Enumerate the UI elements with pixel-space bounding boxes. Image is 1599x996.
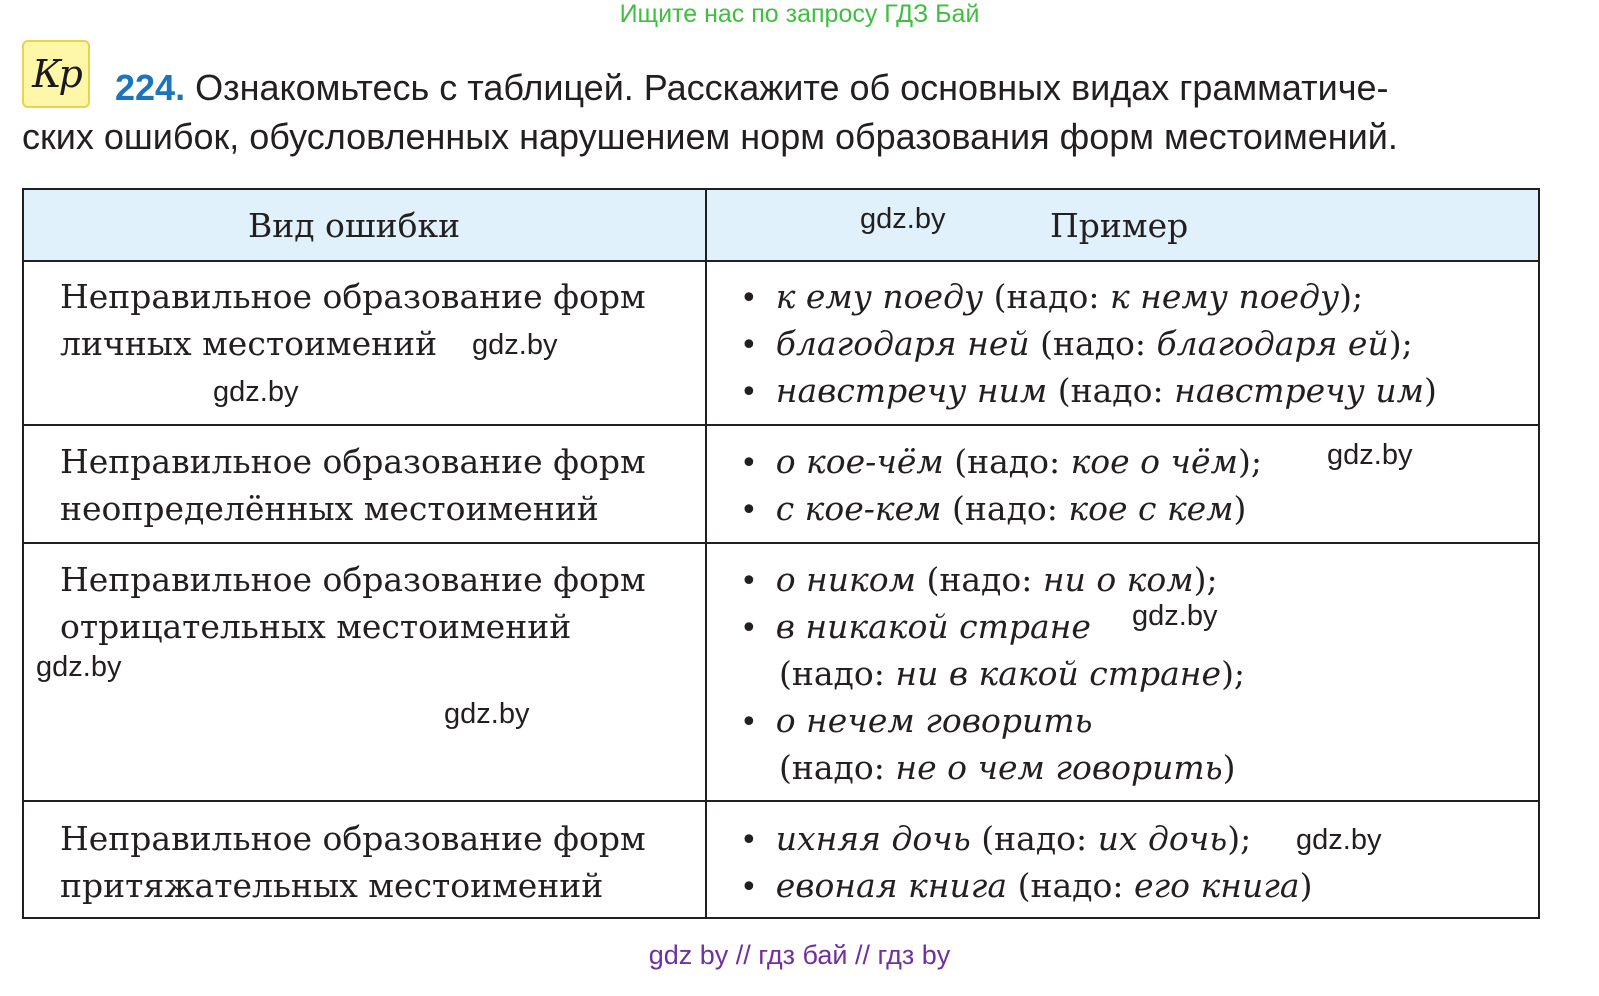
example-item: • евоная книга (надо: его книга): [740, 866, 1313, 905]
row-4-type-line-1: Неправильное образование форм: [60, 819, 646, 858]
header-error-type: Вид ошибки: [248, 206, 461, 245]
header-example: Пример: [1050, 206, 1189, 245]
example-item: • навстречу ним (надо: навстречу им): [740, 371, 1437, 410]
example-item: • благодаря ней (надо: благодаря ей);: [740, 324, 1413, 363]
task-text-line-1: Ознакомьтесь с таблицей. Расскажите об основных видах грамматиче-: [195, 67, 1389, 108]
row-divider: [22, 260, 1540, 262]
watermark: gdz.by: [213, 376, 299, 408]
example-item: • ихняя дочь (надо: их дочь);: [740, 819, 1252, 858]
row-1-type-line-2: личных местоимений: [60, 324, 438, 363]
table-border: [1538, 188, 1540, 919]
column-divider: [705, 188, 707, 919]
task-text-line-2: ских ошибок, обусловленных нарушением норм образования форм местоимений.: [22, 116, 1398, 157]
watermark: gdz.by: [472, 329, 558, 361]
row-2-type-line-2: неопределённых местоимений: [60, 489, 599, 528]
footer-watermark: gdz by // гдз бай // гдз by: [648, 940, 951, 970]
example-item: • с кое-кем (надо: кое с кем): [740, 489, 1247, 528]
table-border: [22, 188, 1540, 190]
task-number: 224.: [115, 67, 186, 108]
task-heading: [115, 64, 1389, 112]
table-border: [22, 917, 1540, 919]
row-3-type-line-2: отрицательных местоимений: [60, 607, 572, 646]
watermark: gdz.by: [1296, 824, 1382, 856]
row-3-type-line-1: Неправильное образование форм: [60, 560, 646, 599]
example-item: • о кое-чём (надо: кое о чём);: [740, 442, 1262, 481]
row-1-type-line-1: Неправильное образование форм: [60, 277, 646, 316]
watermark: gdz.by: [1132, 600, 1218, 632]
table-border: [22, 188, 24, 919]
row-2-type-line-1: Неправильное образование форм: [60, 442, 646, 481]
watermark: gdz.by: [860, 203, 946, 235]
top-banner: Ищите нас по запросу ГДЗ Бай: [619, 0, 980, 28]
example-item: • о ником (надо: ни о ком);: [740, 560, 1218, 599]
row-divider: [22, 424, 1540, 426]
example-item: • в никакой стране: [740, 607, 1091, 646]
watermark: gdz.by: [36, 651, 122, 683]
example-correction: (надо: ни в какой стране);: [779, 654, 1246, 693]
example-correction: (надо: не о чем говорить): [779, 748, 1236, 787]
example-item: • к ему поеду (надо: к нему поеду);: [740, 277, 1364, 316]
watermark: gdz.by: [444, 698, 530, 730]
watermark: gdz.by: [1327, 439, 1413, 471]
row-4-type-line-2: притяжательных местоимений: [60, 866, 604, 905]
example-item: • о нечем говорить: [740, 701, 1093, 740]
kr-badge-icon: Кр: [22, 40, 90, 108]
row-divider: [22, 542, 1540, 544]
row-divider: [22, 800, 1540, 802]
